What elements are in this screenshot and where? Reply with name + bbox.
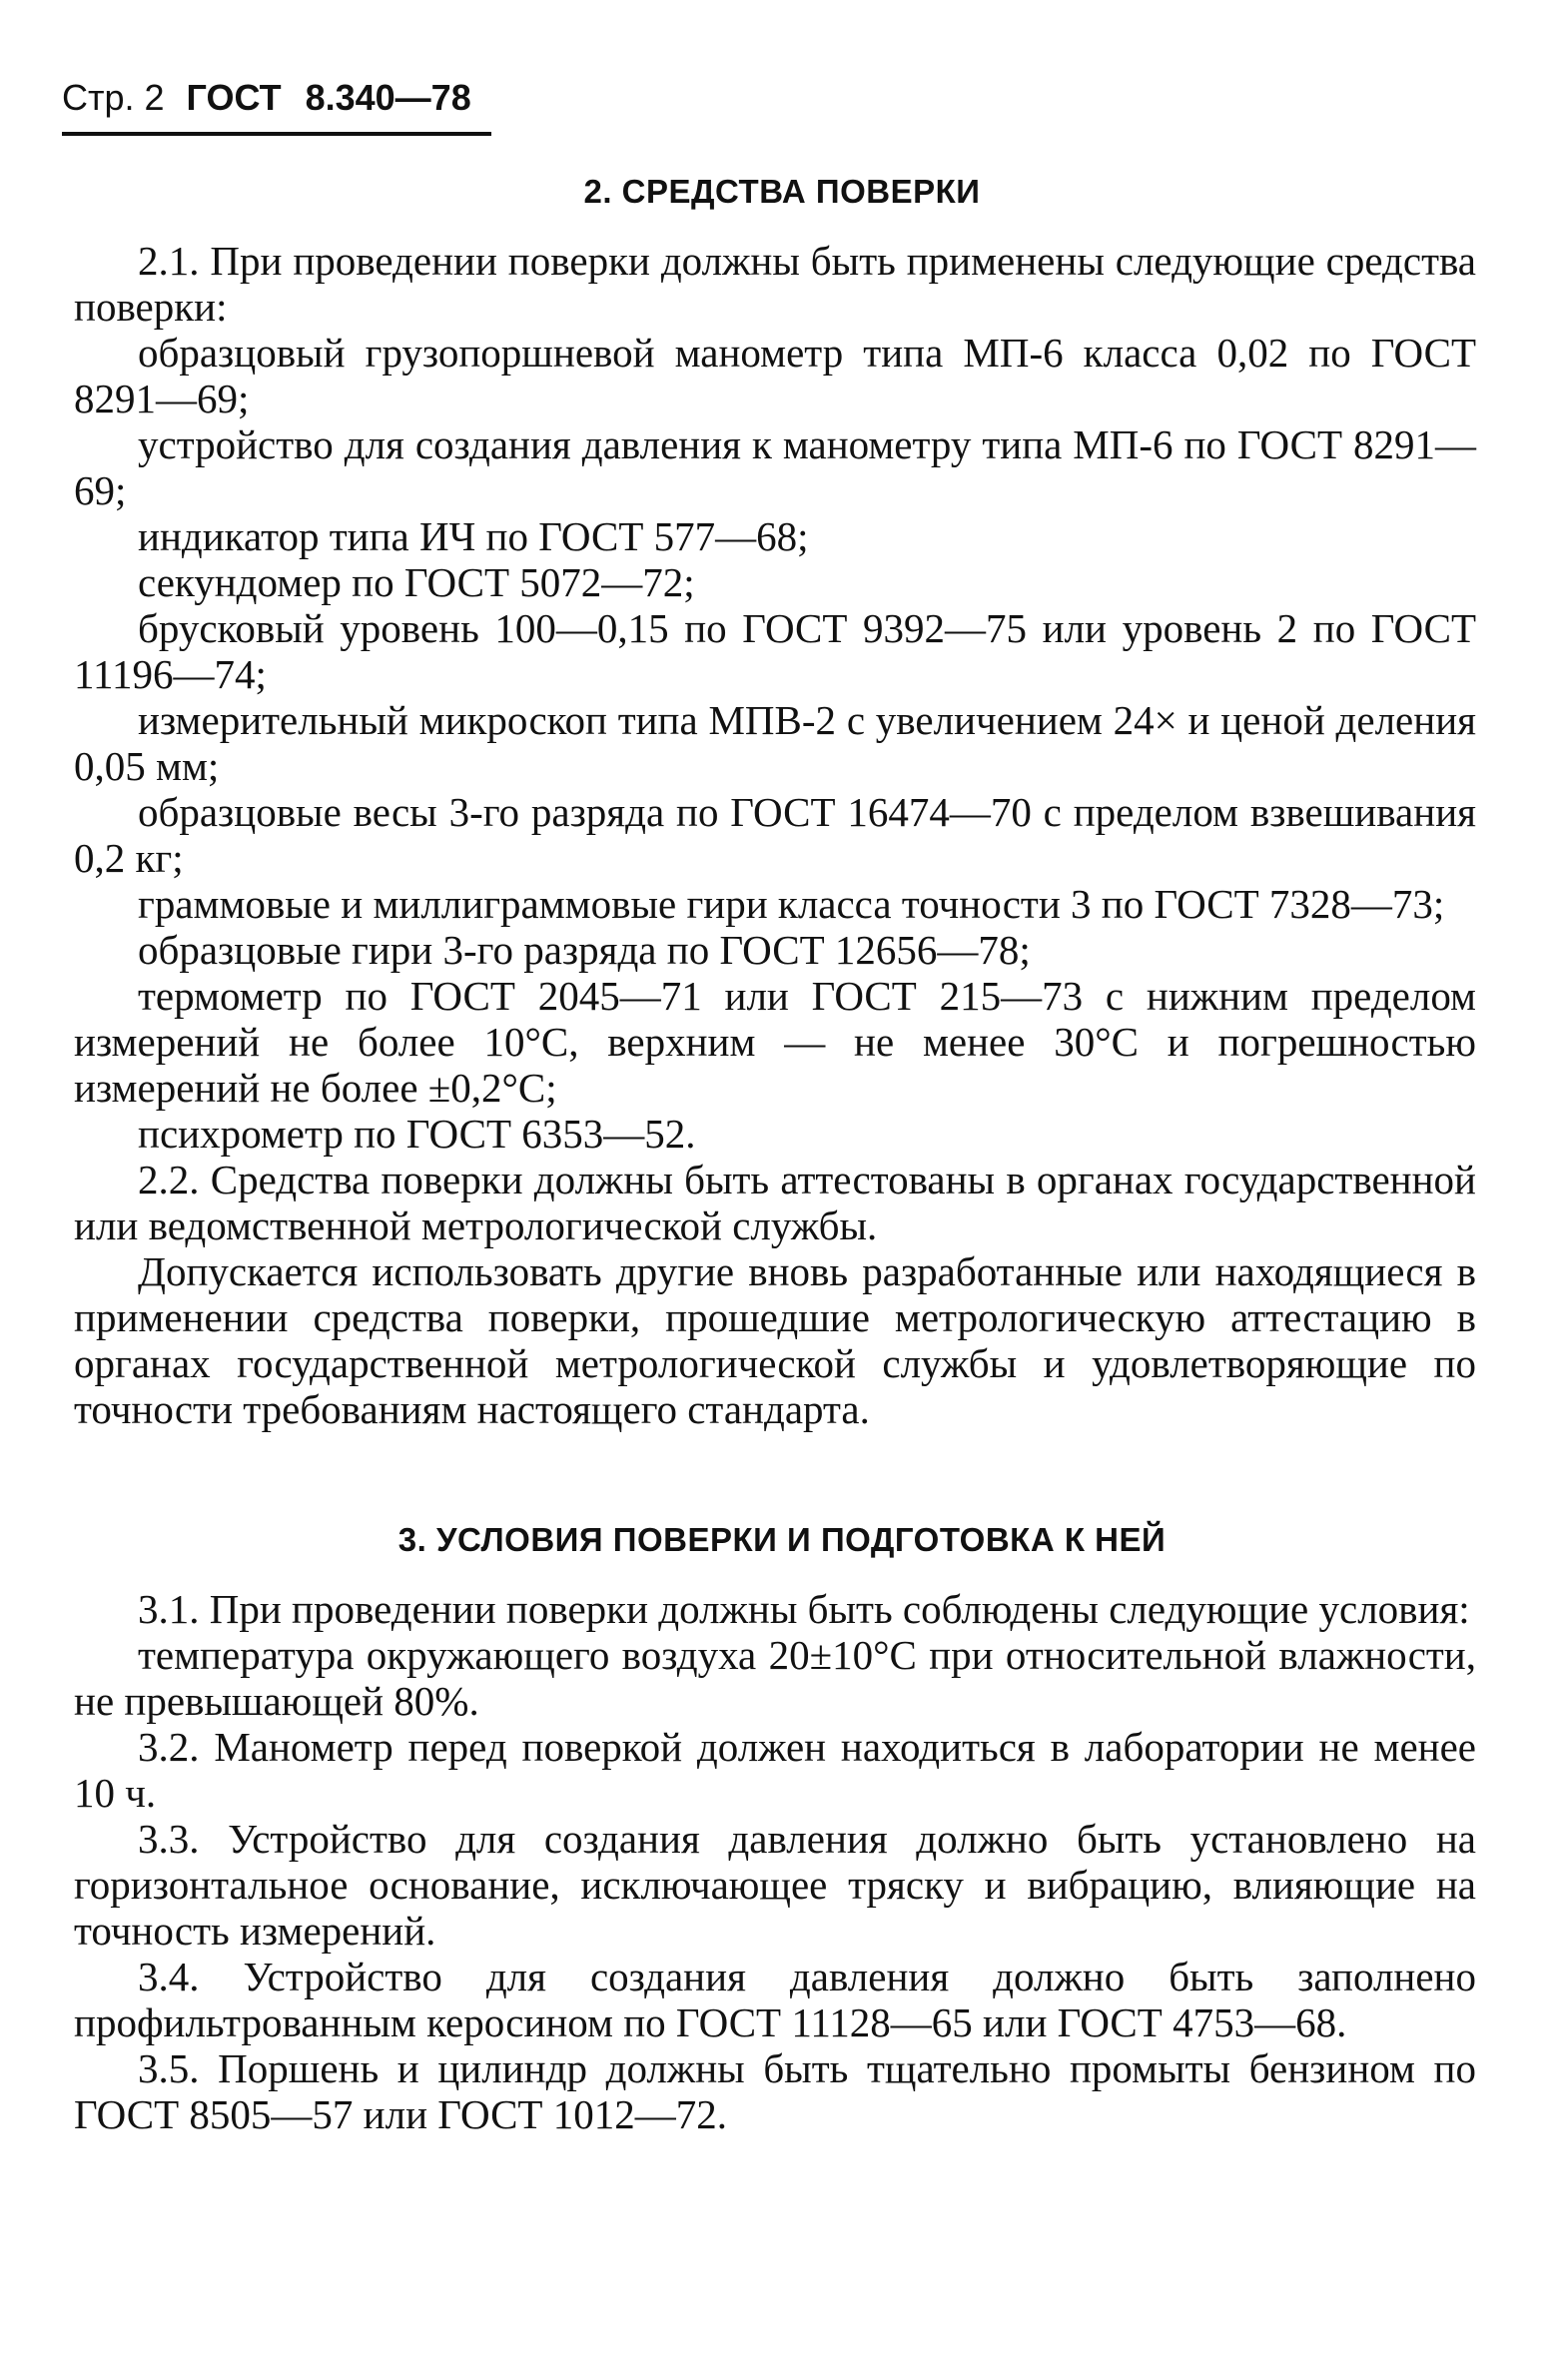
paragraph: 2.1. При проведении поверки должны быть применены следующие средства поверки: bbox=[74, 238, 1476, 330]
section-3-heading: 3. УСЛОВИЯ ПОВЕРКИ И ПОДГОТОВКА К НЕЙ bbox=[397, 1521, 1167, 1558]
paragraph: 3.3. Устройство для создания давления должно быть установлено на горизонтальное основание, исключающее тряску и вибрацию, влияющие на точность измерений. bbox=[74, 1816, 1476, 1954]
list-item: образцовые гири 3-го разряда по ГОСТ 12656—78; bbox=[138, 927, 1031, 973]
standard-number: 8.340—78 bbox=[305, 77, 471, 118]
paragraph: 3.4. Устройство для создания давления должно быть заполнено профильтрованным керосином по ГОСТ 11128—65 или ГОСТ 4753—68. bbox=[74, 1954, 1476, 2045]
list-item: индикатор типа ИЧ по ГОСТ 577—68; bbox=[138, 513, 809, 559]
list-item: секундомер по ГОСТ 5072—72; bbox=[138, 559, 695, 605]
section-3-body bbox=[74, 1586, 1476, 2137]
paragraph: 3.2. Манометр перед поверкой должен находиться в лаборатории не менее 10 ч. bbox=[74, 1724, 1476, 1816]
list-item: брусковый уровень 100—0,15 по ГОСТ 9392—75 или уровень 2 по ГОСТ 11196—74; bbox=[74, 605, 1476, 697]
section-2-heading: 2. СРЕДСТВА ПОВЕРКИ bbox=[583, 173, 981, 210]
list-item: образцовый грузопоршневой манометр типа МП-6 класса 0,02 по ГОСТ 8291—69; bbox=[74, 330, 1476, 421]
list-item: образцовые весы 3-го разряда по ГОСТ 16474—70 с пределом взвешивания 0,2 кг; bbox=[74, 789, 1476, 881]
page-header bbox=[62, 76, 471, 120]
page-number-label: Стр. 2 bbox=[62, 77, 165, 118]
list-item: измерительный микроскоп типа МПВ-2 с увеличением 24× и ценой деления 0,05 мм; bbox=[74, 697, 1476, 789]
paragraph: Допускается использовать другие вновь разработанные или находящиеся в применении средства поверки, прошедшие метрологическую аттестацию в органах государственной метрологической службы и удовлетворяющие по точности требованиям настоящего стандарта. bbox=[74, 1248, 1476, 1432]
list-item: граммовые и миллиграммовые гири класса точности 3 по ГОСТ 7328—73; bbox=[138, 881, 1445, 927]
section-2-body bbox=[74, 238, 1476, 1432]
list-item: устройство для создания давления к манометру типа МП-6 по ГОСТ 8291—69; bbox=[74, 421, 1476, 513]
paragraph: 2.2. Средства поверки должны быть аттестованы в органах государственной или ведомственной метрологической службы. bbox=[74, 1157, 1476, 1248]
paragraph: 3.5. Поршень и цилиндр должны быть тщательно промыты бензином по ГОСТ 8505—57 или ГОСТ 1012—72. bbox=[74, 2045, 1476, 2137]
list-item: термометр по ГОСТ 2045—71 или ГОСТ 215—73 с нижним пределом измерений не более 10°С, верхним — не менее 30°С и погрешностью измерений не более ±0,2°С; bbox=[74, 973, 1476, 1111]
list-item: психрометр по ГОСТ 6353—52. bbox=[138, 1111, 696, 1157]
list-item: температура окружающего воздуха 20±10°С при относительной влажности, не превышающей 80%. bbox=[74, 1632, 1476, 1724]
paragraph: 3.1. При проведении поверки должны быть соблюдены следующие условия: bbox=[138, 1586, 1470, 1632]
header-divider bbox=[62, 132, 491, 136]
standard-label: ГОСТ bbox=[186, 77, 282, 118]
